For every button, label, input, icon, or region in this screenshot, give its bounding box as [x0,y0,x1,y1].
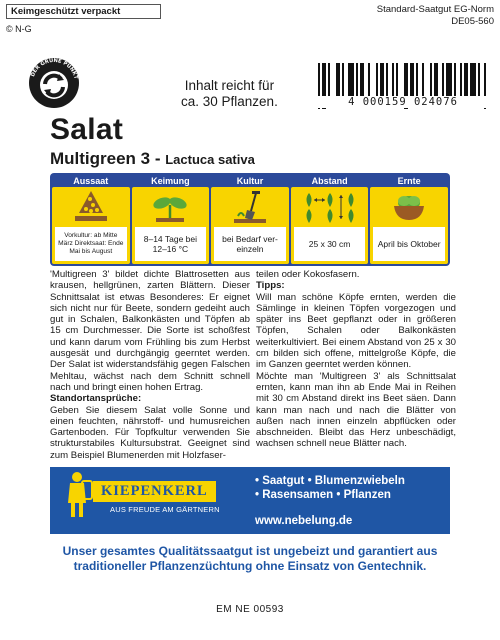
description-column-left [50,269,250,461]
barcode-bar [336,63,340,97]
product-title: Salat [50,113,124,146]
barcode-bar [478,63,480,97]
variety-name: Multigreen 3 - [50,149,166,168]
content-line-1: Inhalt reicht für [184,78,275,93]
box-text: April bis Oktober [373,227,445,261]
cultivation-info-boxes [50,173,450,266]
barcode-bar [446,63,452,97]
quality-line-1: Unser gesamtes Qualitätssaatgut ist ungebeizt und garantiert aus [62,544,438,558]
box-abstand [291,175,369,264]
brand-banner [50,467,450,534]
barcode-bar [396,63,398,97]
product-range-item: • Rasensamen • Pflanzen [255,489,391,501]
tipps-text-2: Möchte man 'Multigreen 3' als Schnittsalat ernten, kann man ihn ab Ende Mai in Reihen mit 30 cm Abstand direkt ins Beet säen. Dann kann man nach und nach die Blätter von außen nach innen einzeln abpflücken oder abschneiden. Bleibt das Herz unbeschädigt, wachsen schnell neue Blätter nach. [256,370,456,450]
tipps-heading: Tipps: [256,280,285,292]
box-keimung [132,175,210,264]
barcode-bar [386,63,388,97]
barcode-bar [410,63,414,97]
gruener-punkt-logo [28,57,80,109]
barcode-bar [360,63,364,97]
standort-heading: Standortansprüche: [50,393,142,405]
box-heading: Keimung [132,175,210,187]
box-text: Vorkultur: ab Mitte März Direktsaat: Ende Mai bis August [55,227,127,261]
brand-tagline: AUS FREUDE AM GÄRTNERN [110,505,220,514]
standort-text: Geben Sie diesem Salat volle Sonne und einen feuchten, nährstoff- und humusreichen Gartenboden. Für Topfkultur verwenden Sie strukturstabiles Kultursubstrat. Geeignet sind zum Beispiel Blumenerden mit Holzfaser- [50,404,250,461]
tipps-text-1: Will man schöne Köpfe ernten, werden die Sämlinge in kleinen Töpfen vorgezogen und später ins Beet gepflanzt oder in größeren Töpfen, Schalen oder Balkonkästen weiterkultiviert. Bei einem Abstand von 25 x 30 cm bilden sich offene, mittelgroße Köpfe, die im Ganzen geerntet werden können. [256,291,456,371]
box-heading: Kultur [211,175,289,187]
spacing-icon [291,187,369,227]
quality-line-2: traditioneller Pflanzenzüchtung ohne Einsatz von Gentechnik. [73,559,427,573]
content-line-2: ca. 30 Pflanzen. [181,94,278,109]
barcode-bar [464,63,468,97]
sprout-icon [132,187,210,227]
barcode-number: 4 000159 024076 [318,96,488,108]
content-info [181,78,278,110]
barcode-bar [380,63,384,97]
description-column-right [256,269,456,450]
barcode-bar [348,63,354,97]
brand-name: KIEPENKERL [93,481,216,502]
standard-info [377,4,494,28]
box-text: 25 x 30 cm [294,227,366,261]
harvest-bowl-icon [370,187,448,227]
box-aussaat [52,175,130,264]
intro-text: 'Multigreen 3' bildet dichte Blattrosetten aus krausen, hellgrünen, zarten Blättern. Dieser Schnittsalat ist etwas Besonderes: Er eignet sich nicht nur für Beete, sondern gedeiht auch gut in Schalen, Balkonkästen und Töpfen ab 15 cm Durchmesser. Die Sorte ist schoßfest und kann darum vom Frühling bis zum Herbst ausgesät und durchgängig geerntet werden. Der Salat ist widerstandsfähig gegen Falschen Mehltau, wächst nach dem Schnitt schnell nach und bringt einen hohen Ertrag. [50,269,250,393]
kiepenkerl-figure-icon [58,469,96,521]
standort-text-continued: teilen oder Kokosfasern. [256,269,360,280]
website-url[interactable]: www.nebelung.de [255,515,353,527]
barcode-bar [442,63,444,97]
barcode-bar [470,63,476,97]
packed-label: Keimgeschützt verpackt [6,4,161,19]
barcode-bar [430,63,432,97]
box-text: bei Bedarf ver-einzeln [214,227,286,261]
barcode-bar [392,63,394,97]
box-text: 8–14 Tage bei 12–16 °C [135,227,207,261]
batch-code: DE05-560 [451,16,494,27]
standard-label: Standard-Saatgut EG-Norm [376,4,494,15]
barcode-bar [368,63,370,97]
product-range-list [255,474,405,502]
copyright: © N-G [6,24,32,34]
product-range-item: • Saatgut • Blumenzwiebeln [255,475,405,487]
product-subtitle [50,149,255,169]
latin-name: Lactuca sativa [165,152,255,167]
box-heading: Ernte [370,175,448,187]
barcode-bar [454,63,456,97]
box-kultur [211,175,289,264]
barcode-bar [416,63,418,97]
box-heading: Abstand [291,175,369,187]
quality-statement [30,544,470,574]
barcode-bar [328,63,330,97]
box-ernte [370,175,448,264]
barcode-bar [460,63,462,97]
em-number: EM NE 00593 [216,604,284,615]
seeds-icon [52,187,130,227]
barcode-bar [376,63,378,97]
barcode-bar [422,63,424,97]
gp-text: DER GRÜNE PUNKT [30,57,79,80]
spade-icon [211,187,289,227]
barcode-bar [356,63,358,97]
barcode-bar [342,63,344,97]
box-heading: Aussaat [52,175,130,187]
barcode-bar [434,63,438,97]
